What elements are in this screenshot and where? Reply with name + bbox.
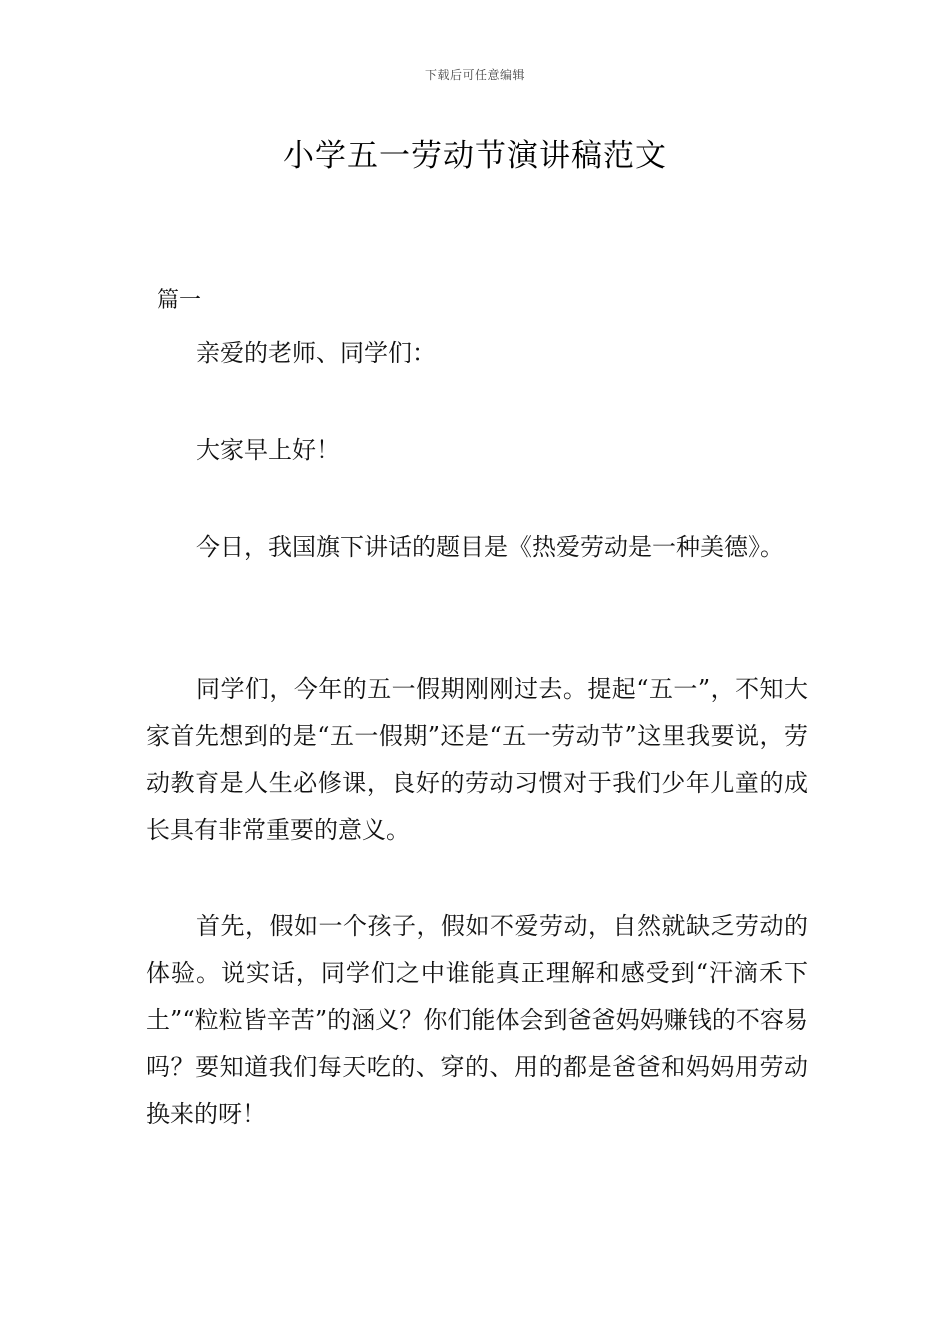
paragraph-salutation: 亲爱的老师、同学们：	[196, 339, 436, 367]
paragraph-first-point: 首先，假如一个孩子，假如不爱劳动，自然就缺乏劳动的体验。说实话，同学们之中谁能真正理解和感受到“汗滴禾下土”“粒粒皆辛苦”的涵义？你们能体会到爸爸妈妈赚钱的不容易吗？要知道我们每天吃的、穿的、用的都是爸爸和妈妈用劳动换来的呀！	[146, 912, 808, 1128]
paragraph-labor-education: 同学们，今年的五一假期刚刚过去。提起“五一”，不知大家首先想到的是“五一假期”还是“五一劳动节”这里我要说，劳动教育是人生必修课，良好的劳动习惯对于我们少年儿童的成长具有非常重要的意义。	[146, 675, 808, 844]
paragraph-topic: 今日，我国旗下讲话的题目是《热爱劳动是一种美德》。	[196, 533, 784, 561]
section-heading: 篇一	[157, 288, 202, 313]
paragraph-greeting: 大家早上好！	[196, 436, 340, 464]
document-title: 小学五一劳动节演讲稿范文	[283, 138, 667, 174]
header-note: 下载后可任意编辑	[424, 68, 525, 82]
